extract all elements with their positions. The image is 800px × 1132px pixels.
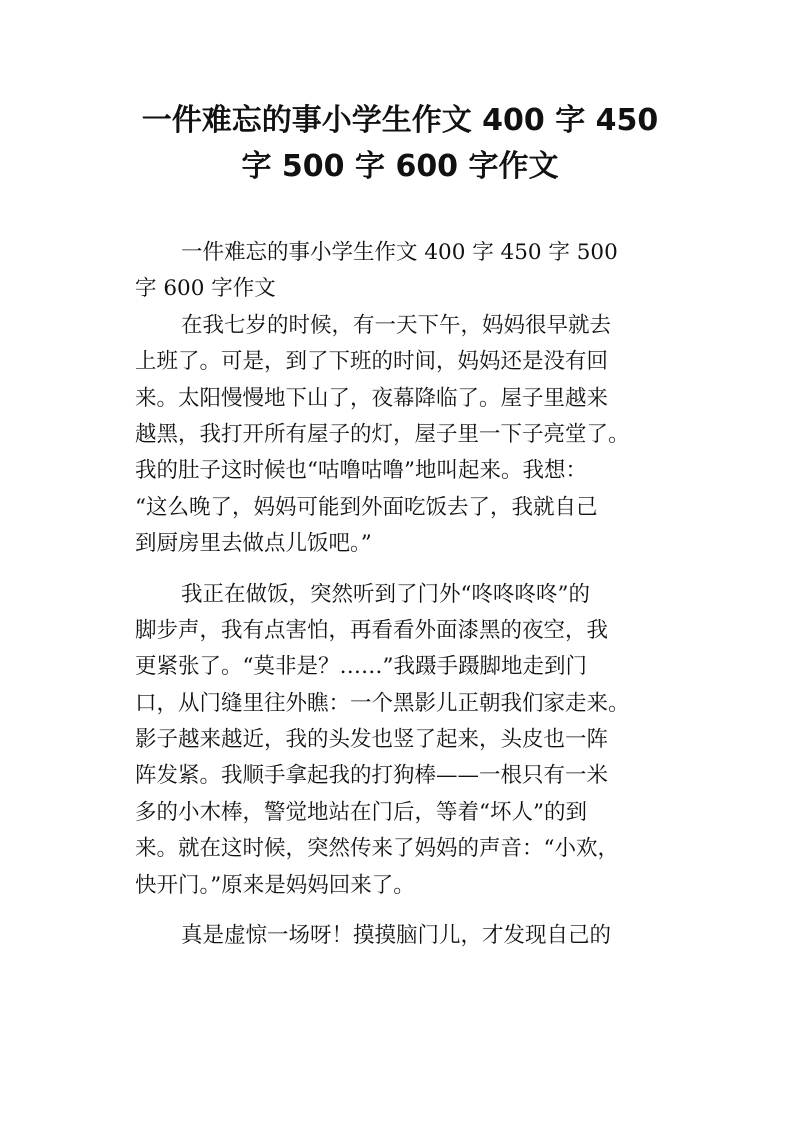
- paragraph-line: 口，从门缝里往外瞧：一个黑影儿正朝我们家走来。: [135, 690, 630, 716]
- paragraph-4: [135, 918, 695, 954]
- paragraph-line: 来。太阳慢慢地下山了，夜幕降临了。屋子里越来: [135, 385, 609, 411]
- paragraph-line: “这么晚了，妈妈可能到外面吃饭去了，我就自己: [135, 494, 598, 520]
- paragraph-line: 在我七岁的时候，有一天下午，妈妈很早就去: [181, 312, 612, 338]
- paragraph-1: [135, 235, 695, 308]
- title-line-2: 字 500 字 600 字作文: [241, 149, 559, 184]
- paragraph-line: 脚步声，我有点害怕，再看看外面漆黑的夜空，我: [135, 617, 609, 643]
- paragraph-line: 字 600 字作文: [135, 276, 276, 302]
- paragraph-spacer: [135, 563, 695, 577]
- paragraph-line: 多的小木棒，警觉地站在门后，等着“坏人”的到: [135, 799, 587, 825]
- document-title: [0, 98, 800, 190]
- paragraph-line: 真是虚惊一场呀！摸摸脑门儿，才发现自己的: [181, 923, 612, 949]
- paragraph-line: 一件难忘的事小学生作文 400 字 450 字 500: [181, 240, 618, 265]
- paragraph-line: 我的肚子这时候也“咕噜咕噜”地叫起来。我想：: [135, 458, 587, 484]
- paragraph-line: 到厨房里去做点儿饭吧。”: [135, 531, 372, 557]
- paragraph-line: 影子越来越近，我的头发也竖了起来，头皮也一阵: [135, 727, 609, 753]
- paragraph-3: [135, 577, 695, 905]
- document-body: [135, 235, 695, 954]
- title-line-1: 一件难忘的事小学生作文 400 字 450: [141, 103, 659, 138]
- paragraph-line: 快开门。”原来是妈妈回来了。: [135, 872, 415, 898]
- paragraph-2: [135, 308, 695, 563]
- paragraph-line: 越黑，我打开所有屋子的灯，屋子里一下子亮堂了。: [135, 421, 630, 447]
- paragraph-spacer: [135, 904, 695, 918]
- paragraph-line: 阵发紧。我顺手拿起我的打狗棒——一根只有一米: [135, 763, 609, 789]
- paragraph-line: 来。就在这时候，突然传来了妈妈的声音：“小欢，: [135, 836, 619, 862]
- paragraph-line: 更紧张了。“莫非是？……”我蹑手蹑脚地走到门: [135, 654, 587, 680]
- paragraph-line: 上班了。可是，到了下班的时间，妈妈还是没有回: [135, 349, 609, 375]
- paragraph-line: 我正在做饭，突然听到了门外“咚咚咚咚”的: [181, 581, 590, 607]
